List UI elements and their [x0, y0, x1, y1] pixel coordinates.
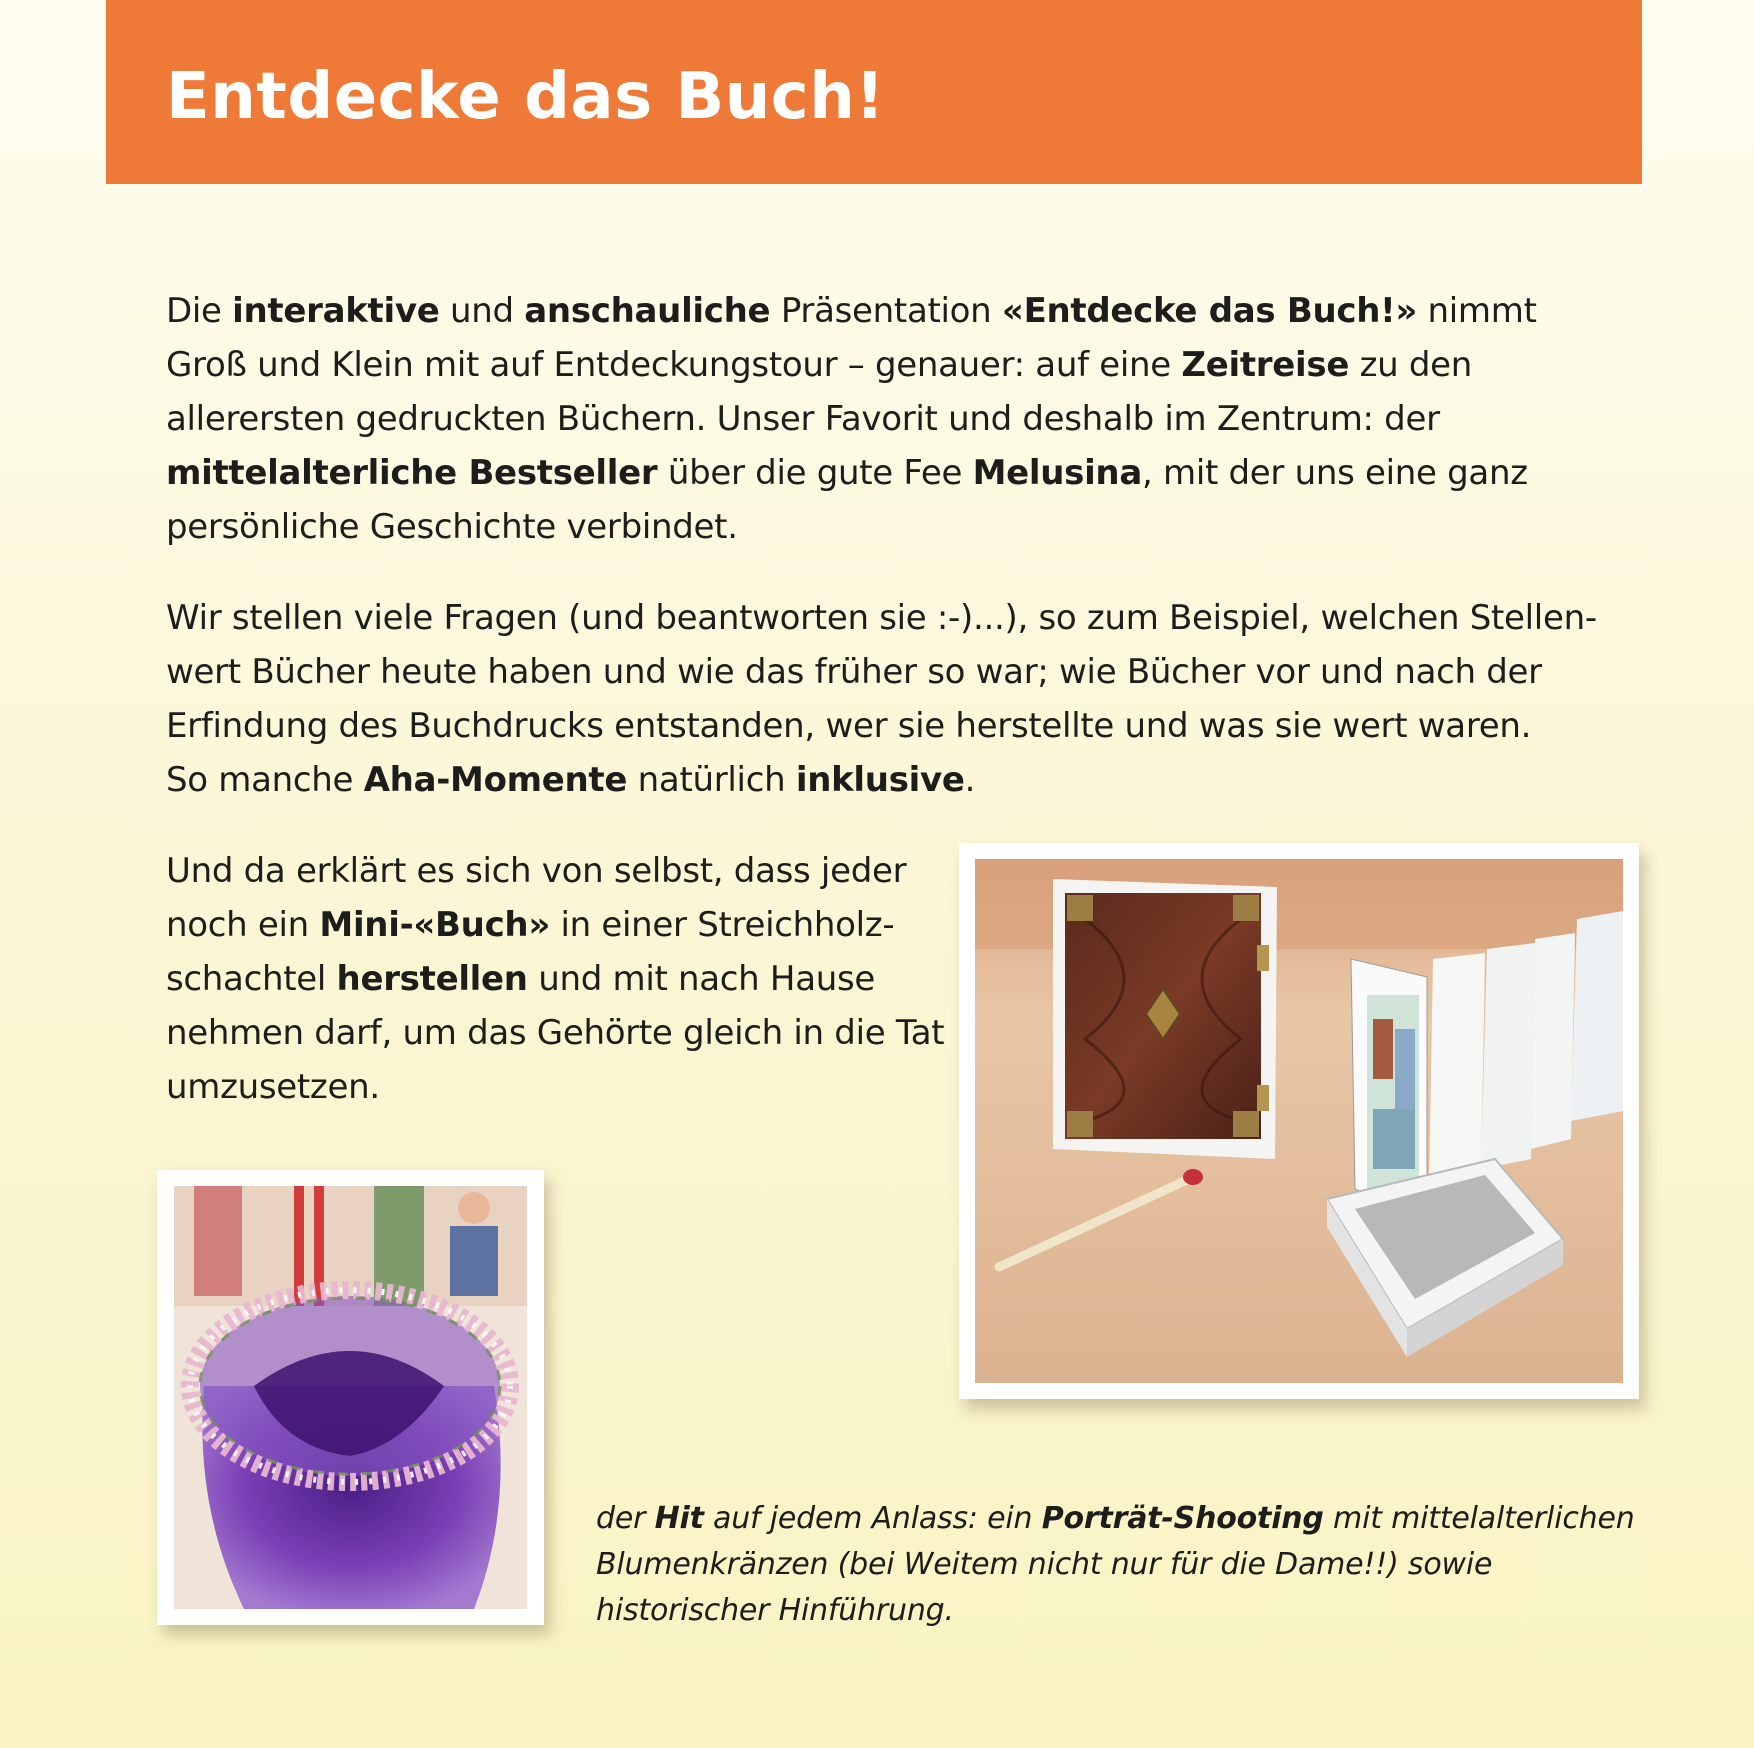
text-run: Die: [166, 291, 233, 331]
text-run: So manche: [166, 760, 364, 800]
photo-caption: [596, 1496, 1646, 1634]
bold-run: Porträt-Shooting: [1041, 1501, 1324, 1536]
flower-wreath-photo-frame: [157, 1170, 544, 1625]
bold-run: Mini-«Buch»: [319, 905, 550, 945]
flower-wreath-photo: [174, 1186, 527, 1609]
text-run: zu den allerersten gedruckten Büchern. Unser Favorit und deshalb im Zentrum: der: [166, 345, 1473, 439]
text-run: natürlich: [627, 760, 796, 800]
text-line: Erfindung des Buchdrucks entstanden, wer sie herstellte und was sie wert waren.: [166, 706, 1532, 746]
text-run: Und da erklärt es sich von selbst, dass jeder noch ein: [166, 851, 907, 945]
text-run: der: [596, 1501, 655, 1536]
bold-run: anschauliche: [524, 291, 771, 331]
intro-paragraph: [166, 284, 1616, 554]
text-line: Wir stellen viele Fragen (und beantworten sie :-)...), so zum Beispiel, welchen Stellen-: [166, 598, 1597, 638]
bold-run: Hit: [654, 1501, 704, 1536]
bold-run: Zeitreise: [1181, 345, 1350, 385]
mini-book-paragraph: [166, 844, 946, 1114]
text-run: und mit nach Hause nehmen darf, um das Gehörte gleich in die Tat umzusetzen.: [166, 959, 945, 1107]
bold-run: «Entdecke das Buch!»: [1001, 291, 1418, 331]
text-run: in einer Streichholz- schachtel: [166, 905, 895, 999]
page-title: Entdecke das Buch!: [166, 60, 885, 134]
text-run: nimmt Groß und Klein mit auf Entdeckungstour – genauer: auf eine: [166, 291, 1537, 385]
bold-run: Melusina: [972, 453, 1142, 493]
bold-run: Aha-Momente: [363, 760, 628, 800]
matchbox-book-illustration: [975, 859, 1623, 1383]
text-run: Präsentation: [770, 291, 1002, 331]
matchbox-book-photo-frame: [959, 843, 1639, 1399]
bold-run: herstellen: [336, 959, 528, 999]
flower-wreath-illustration: [174, 1186, 527, 1609]
text-run: auf jedem Anlass: ein: [703, 1501, 1042, 1536]
text-run: mit mittelalterlichen Blumenkränzen (bei Weitem nicht nur für die Dame!!) sowie historischer Hinführung.: [596, 1501, 1635, 1628]
text-run: und: [439, 291, 525, 331]
bold-run: interaktive: [232, 291, 440, 331]
bold-run: inklusive: [795, 760, 965, 800]
matchbox-book-photo: [975, 859, 1623, 1383]
text-run: .: [964, 760, 976, 800]
title-banner: [106, 0, 1642, 184]
text-run: über die gute Fee: [657, 453, 973, 493]
bold-run: mittelalterliche Bestseller: [166, 453, 658, 493]
text-run: , mit der uns eine ganz persönliche Geschichte verbindet.: [166, 453, 1528, 547]
text-line: wert Bücher heute haben und wie das früher so war; wie Bücher vor und nach der: [166, 652, 1542, 692]
questions-paragraph: [166, 591, 1616, 807]
